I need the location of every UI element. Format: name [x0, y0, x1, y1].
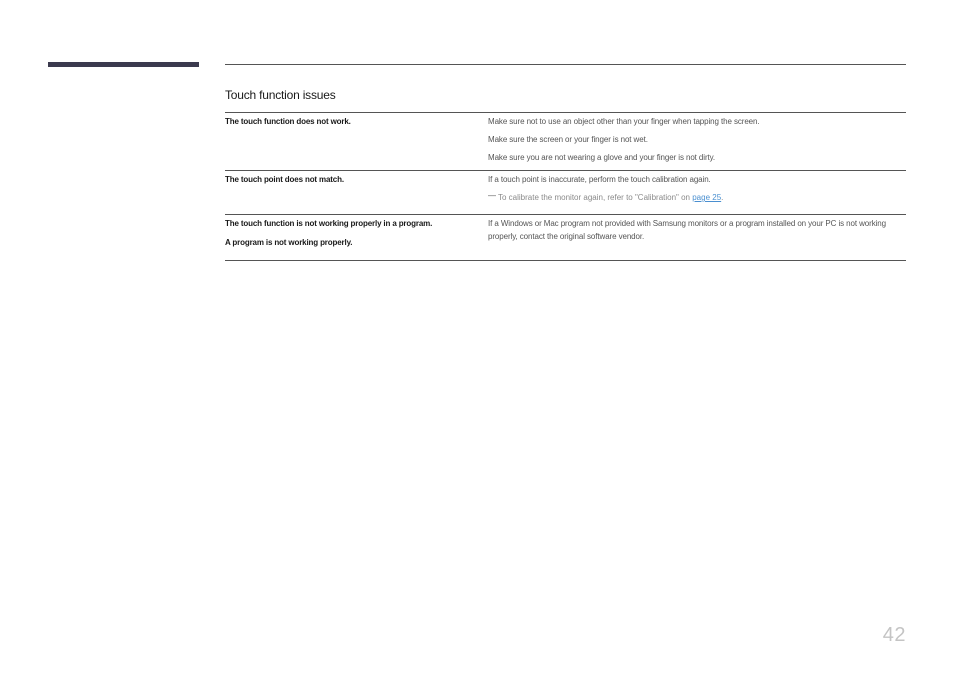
- table-row: [225, 171, 906, 215]
- page-number: 42: [882, 624, 906, 646]
- table-row: [225, 113, 906, 171]
- problem-text: The touch function is not working properly in a program.: [225, 219, 433, 228]
- solution-text: Make sure not to use an object other than your finger when tapping the screen.: [488, 117, 760, 126]
- solution-text: Make sure you are not wearing a glove and your finger is not dirty.: [488, 153, 716, 162]
- note-text: To calibrate the monitor again, refer to "Calibration" on: [498, 193, 693, 202]
- top-rule: [225, 64, 906, 65]
- page-link[interactable]: page 25: [692, 193, 722, 202]
- note-end: .: [721, 193, 724, 202]
- problem-text: The touch point does not match.: [225, 175, 344, 184]
- note: [488, 193, 906, 203]
- problem-text: The touch function does not work.: [225, 117, 351, 126]
- solution-cell: [488, 171, 906, 214]
- solution-text: If a Windows or Mac program not provided with Samsung monitors or a program installed on your PC is not working properly, contact the original software vendor.: [488, 219, 886, 241]
- chapter-marker-bar: [48, 62, 199, 67]
- problem-cell: [225, 113, 488, 170]
- solution-cell: [488, 113, 906, 170]
- problem-cell: [225, 215, 488, 260]
- problem-text: A program is not working properly.: [225, 238, 353, 247]
- solution-text: If a touch point is inaccurate, perform the touch calibration again.: [488, 175, 711, 184]
- note-icon: —: [488, 191, 496, 200]
- solution-cell: [488, 215, 906, 260]
- troubleshooting-table: [225, 112, 906, 261]
- table-row: [225, 215, 906, 261]
- section-title: Touch function issues: [225, 88, 336, 102]
- solution-text: Make sure the screen or your finger is not wet.: [488, 135, 648, 144]
- problem-cell: [225, 171, 488, 214]
